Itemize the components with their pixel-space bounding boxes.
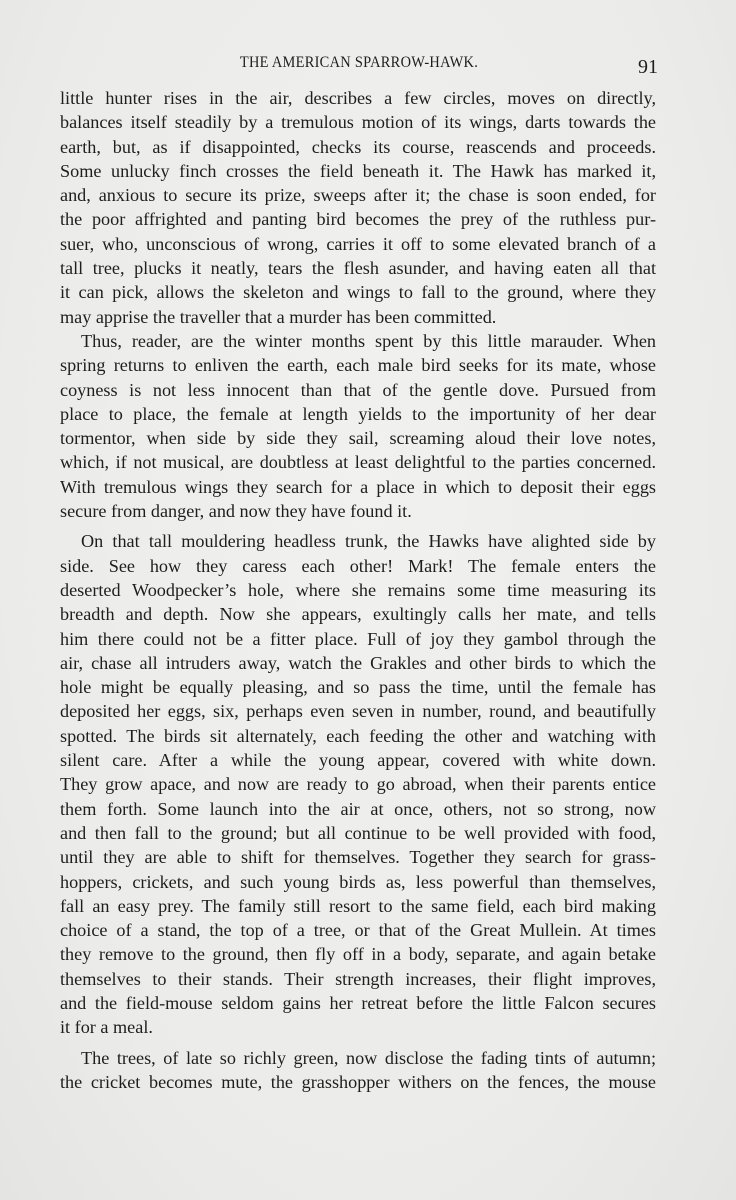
text-line: choice of a stand, the top of a tree, or that of the Great Mullein. At times bbox=[60, 920, 656, 941]
text-line: it for a meal. bbox=[60, 1017, 153, 1038]
text-line: and then fall to the ground; but all continue to be well provided with food, bbox=[60, 822, 656, 843]
text-line: deserted Woodpecker’s hole, where she remains some time measuring its bbox=[60, 579, 656, 600]
text-line: spotted. The birds sit alternately, each feeding the other and watching with bbox=[60, 725, 656, 746]
text-line: him there could not be a fitter place. Full of joy they gambol through the bbox=[60, 628, 656, 649]
text-line: breadth and depth. Now she appears, exultingly calls her mate, and tells bbox=[60, 604, 656, 625]
text-line: and the field-mouse seldom gains her retreat before the little Falcon secures bbox=[60, 992, 656, 1013]
text-line: Some unlucky finch crosses the field beneath it. The Hawk has marked it, bbox=[60, 160, 656, 181]
text-line: With tremulous wings they search for a place in which to deposit their eggs bbox=[60, 476, 656, 497]
text-line: silent care. After a while the young appear, covered with white down. bbox=[60, 750, 656, 771]
paragraph bbox=[60, 1046, 656, 1095]
text-line: balances itself steadily by a tremulous motion of its wings, darts towards the bbox=[60, 112, 656, 133]
text-line: On that tall mouldering headless trunk, the Hawks have alighted side by bbox=[81, 531, 656, 552]
text-line: tormentor, when side by side they sail, screaming aloud their love notes, bbox=[60, 428, 656, 449]
text-line: hoppers, crickets, and such young birds as, less powerful than themselves, bbox=[60, 871, 656, 892]
text-line: Thus, reader, are the winter months spent by this little marauder. When bbox=[81, 330, 656, 351]
text-line: secure from danger, and now they have found it. bbox=[60, 501, 412, 522]
text-line: may apprise the traveller that a murder has been committed. bbox=[60, 306, 497, 327]
text-line: deposited her eggs, six, perhaps even seven in number, round, and beautifully bbox=[60, 701, 656, 722]
text-line: tall tree, plucks it neatly, tears the flesh asunder, and having eaten all that bbox=[60, 258, 656, 279]
text-line: the poor affrighted and panting bird becomes the prey of the ruthless pur- bbox=[60, 209, 656, 230]
paragraph bbox=[60, 329, 656, 523]
text-line: spring returns to enliven the earth, each male bird seeks for its mate, whose bbox=[60, 355, 656, 376]
text-line: place to place, the female at length yields to the importunity of her dear bbox=[60, 403, 656, 424]
page-header bbox=[60, 52, 658, 76]
text-line: fall an easy prey. The family still resort to the same field, each bird making bbox=[60, 895, 656, 916]
page-number: 91 bbox=[638, 56, 658, 78]
text-line: hole might be equally pleasing, and so pass the time, until the female has bbox=[60, 677, 656, 698]
text-line: them forth. Some launch into the air at once, others, not so strong, now bbox=[60, 798, 656, 819]
text-line: coyness is not less innocent than that of the gentle dove. Pursued from bbox=[60, 379, 656, 400]
text-line: the cricket becomes mute, the grasshopper withers on the fences, the mouse bbox=[60, 1071, 656, 1092]
paragraph bbox=[60, 529, 656, 1039]
text-line: They grow apace, and now are ready to go abroad, when their parents entice bbox=[60, 774, 656, 795]
body-text bbox=[60, 86, 656, 1094]
text-line: they remove to the ground, then fly off in a body, separate, and again betake bbox=[60, 944, 656, 965]
text-line: themselves to their stands. Their strength increases, their flight improves, bbox=[60, 968, 656, 989]
text-line: earth, but, as if disappointed, checks its course, reascends and proceeds. bbox=[60, 136, 656, 157]
text-line: The trees, of late so richly green, now disclose the fading tints of autumn; bbox=[81, 1047, 656, 1068]
text-line: until they are able to shift for themselves. Together they search for grass- bbox=[60, 847, 656, 868]
paragraph bbox=[60, 86, 656, 329]
running-head: THE AMERICAN SPARROW-HAWK. bbox=[239, 54, 479, 71]
text-line: air, chase all intruders away, watch the Grakles and other birds to which the bbox=[60, 652, 656, 673]
text-line: it can pick, allows the skeleton and wings to fall to the ground, where they bbox=[60, 282, 656, 303]
text-line: little hunter rises in the air, describes a few circles, moves on directly, bbox=[60, 88, 656, 108]
text-line: which, if not musical, are doubtless at least delightful to the parties concerned. bbox=[60, 452, 656, 473]
text-line: side. See how they caress each other! Mark! The female enters the bbox=[60, 555, 656, 576]
text-line: suer, who, unconscious of wrong, carries it off to some elevated branch of a bbox=[60, 233, 656, 254]
text-line: and, anxious to secure its prize, sweeps after it; the chase is soon ended, for bbox=[60, 185, 656, 206]
